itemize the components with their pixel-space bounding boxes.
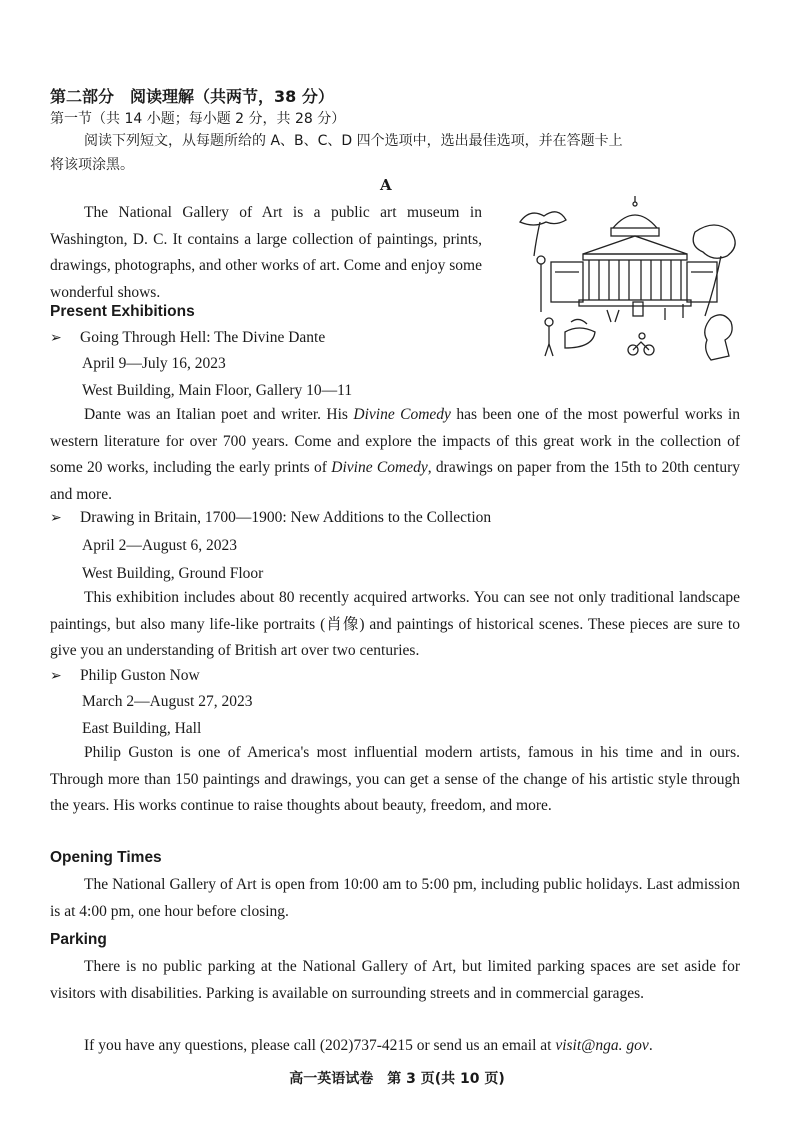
contact-line <box>50 1033 740 1060</box>
exhibition-2-title-row <box>50 509 491 527</box>
exhibition-1-desc-part-1: Dante was an Italian poet and writer. His <box>84 406 354 423</box>
passage-intro: The National Gallery of Art is a public art museum in Washington, D. C. It contains a large collection of paintings, prints, drawings, photographs, and other works of art. Come and enjoy some wonderful shows. <box>50 204 482 301</box>
parking-heading: Parking <box>50 931 107 948</box>
section-title: 第一节（共 14 小题；每小题 2 分，共 28 分） <box>50 111 346 127</box>
exhibition-2-location: West Building, Ground Floor <box>82 565 264 582</box>
arrow-bullet-icon: ➢ <box>50 511 62 526</box>
exhibition-1-location: West Building, Main Floor, Gallery 10—11 <box>82 382 353 399</box>
arrow-bullet-icon: ➢ <box>50 331 62 346</box>
museum-building-illustration <box>515 192 743 364</box>
exhibition-3-title: Philip Guston Now <box>80 667 200 684</box>
exhibition-1-desc-part-2: has been one of the most powerful works in western literature for over 700 years. Come and explore the impacts of this great work in the collection of some 20 works, including the early prints of <box>50 406 741 476</box>
exhibition-2-description: This exhibition includes about 80 recently acquired artworks. You can see not only traditional landscape paintings, but also many life-like portraits (肖像) and paintings of historical scenes. These pieces are sure to give you an understanding of British art over two centuries. <box>50 589 740 659</box>
instructions-line-1: 阅读下列短文，从每题所给的 A、B、C、D 四个选项中，选出最佳选项，并在答题卡上 <box>84 133 623 149</box>
present-exhibitions-heading: Present Exhibitions <box>50 303 195 320</box>
opening-times-heading: Opening Times <box>50 849 162 866</box>
exhibition-1-description <box>50 402 740 508</box>
exhibition-1-work-title-2: Divine Comedy <box>331 459 428 476</box>
exhibition-1-title-row <box>50 329 325 347</box>
exhibition-3-location: East Building, Hall <box>82 720 202 737</box>
parking-text: There is no public parking at the National Gallery of Art, but limited parking spaces are set aside for visitors with disabilities. Parking is available on surrounding streets and in commercial garages. <box>50 958 740 1002</box>
exhibition-1-title: Going Through Hell: The Divine Dante <box>80 329 326 346</box>
exhibition-2-dates: April 2—August 6, 2023 <box>82 537 237 554</box>
part-title: 第二部分 阅读理解（共两节，38 分） <box>50 87 334 106</box>
passage-label: A <box>380 176 392 194</box>
page-footer: 高一英语试卷 第 3 页(共 10 页) <box>289 1071 505 1087</box>
exhibition-3-title-row <box>50 667 200 685</box>
exhibition-1-dates: April 9—July 16, 2023 <box>82 355 226 372</box>
exhibition-3-description: Philip Guston is one of America's most influential modern artists, famous in his time and in ours. Through more than 150 paintings and drawings, you can get a sense of the change of his artistic style through the years. His works continue to raise thoughts about beauty, freedom, and more. <box>50 744 740 814</box>
arrow-bullet-icon: ➢ <box>50 669 62 684</box>
instructions-line-2: 将该项涂黑。 <box>50 157 134 173</box>
exhibition-3-dates: March 2—August 27, 2023 <box>82 693 253 710</box>
exhibition-2-title: Drawing in Britain, 1700—1900: New Additions to the Collection <box>80 509 492 526</box>
contact-email: visit@nga. gov <box>555 1037 649 1054</box>
contact-text: If you have any questions, please call (202)737-4215 or send us an email at <box>84 1037 556 1054</box>
exhibition-1-work-title: Divine Comedy <box>353 406 451 423</box>
contact-end: . <box>648 1037 653 1054</box>
opening-times-text: The National Gallery of Art is open from 10:00 am to 5:00 pm, including public holidays. Last admission is at 4:00 pm, one hour before closing. <box>50 876 740 920</box>
exhibition-1-desc-part-3: , drawings on paper from the 15th to 20th century and more. <box>50 459 740 503</box>
